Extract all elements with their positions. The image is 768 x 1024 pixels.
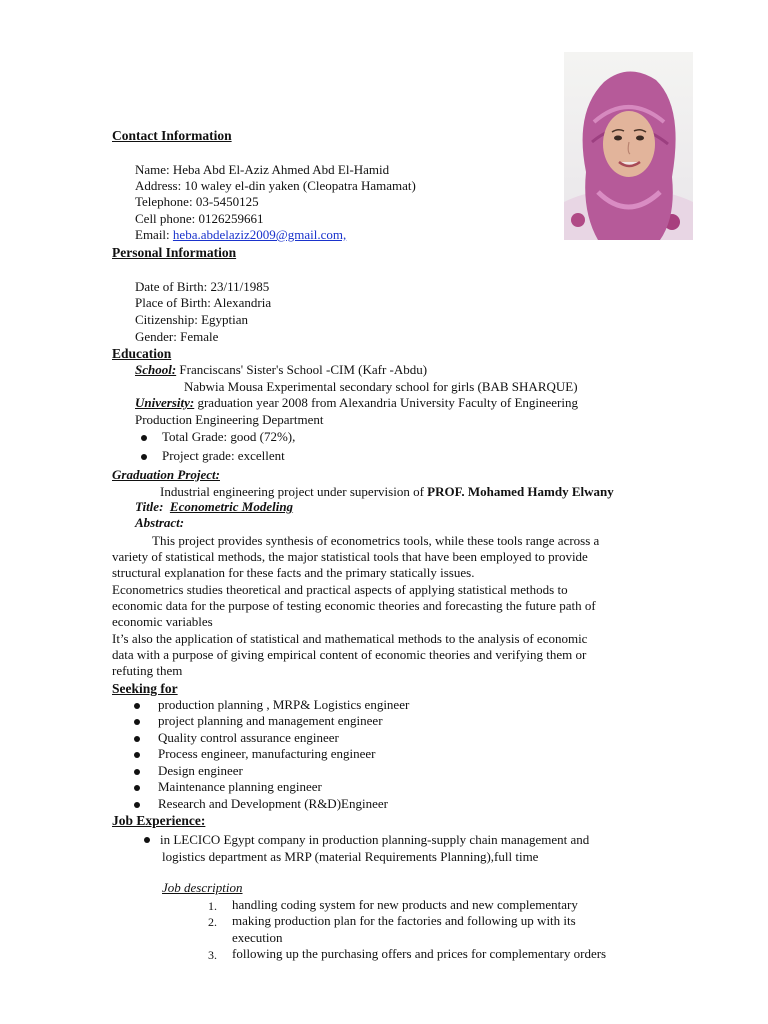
list-number: 2. (208, 915, 217, 929)
abstract-line: It’s also the application of statistical and mathematical methods to the analysis of economic (112, 631, 588, 646)
cell-phone-line: Cell phone: 0126259661 (135, 211, 264, 226)
job-line: logistics department as MRP (material Requirements Planning),full time (162, 849, 539, 864)
experience-heading: Job Experience: (112, 813, 206, 828)
pob-line: Place of Birth: Alexandria (135, 295, 272, 310)
abstract-line: Econometrics studies theoretical and practical aspects of applying statistical methods to (112, 582, 568, 597)
seeking-item: Process engineer, manufacturing engineer (158, 746, 376, 761)
school-line (135, 362, 427, 379)
bullet-icon (134, 802, 140, 808)
abstract-line: This project provides synthesis of econometrics tools, while these tools range across a (152, 533, 600, 548)
personal-heading: Personal Information (112, 245, 237, 260)
seeking-item: Design engineer (158, 763, 243, 778)
contact-heading: Contact Information (112, 128, 232, 143)
job-description-label: Job description (162, 880, 243, 895)
school-1: Franciscans' Sister's School -CIM (Kafr -Abdu) (176, 362, 428, 377)
list-number: 3. (208, 948, 217, 962)
telephone-line: Telephone: 03-5450125 (135, 194, 259, 209)
supervision-text: Industrial engineering project under supervision of (160, 484, 428, 499)
dob-line: Date of Birth: 23/11/1985 (135, 279, 270, 294)
supervisor-name: PROF. Mohamed Hamdy Elwany (427, 484, 614, 499)
abstract-line: data with a purpose of giving empirical content of economic theories and verifying them or (112, 647, 587, 662)
seeking-item: Quality control assurance engineer (158, 730, 339, 745)
address-line: Address: 10 waley el-din yaken (Cleopatra Hamamat) (135, 178, 416, 193)
gender-line: Gender: Female (135, 329, 219, 344)
bullet-icon (141, 435, 147, 441)
seeking-heading: Seeking for (112, 681, 178, 696)
bullet-icon (144, 837, 150, 843)
bullet-icon (134, 752, 140, 758)
education-heading: Education (112, 346, 172, 361)
name-line: Name: Heba Abd El-Aziz Ahmed Abd El-Hamid (135, 162, 390, 177)
job-description-item: execution (232, 930, 283, 945)
bullet-icon (134, 785, 140, 791)
seeking-item: production planning , MRP& Logistics engineer (158, 697, 410, 712)
university-line (135, 395, 578, 412)
abstract-line: economic data for the purpose of testing economic theories and forecasting the future path of (112, 598, 596, 613)
bullet-icon (134, 769, 140, 775)
bullet-icon (134, 703, 140, 709)
graduation-project-heading: Graduation Project: (112, 467, 220, 482)
department-line: Production Engineering Department (135, 412, 324, 427)
job-description-item: handling coding system for new products and new complementary (232, 897, 578, 912)
bullet-icon (141, 454, 147, 460)
abstract-line: refuting them (112, 663, 183, 678)
bullet-icon (134, 719, 140, 725)
bullet-icon (134, 736, 140, 742)
abstract-line: economic variables (112, 614, 213, 629)
grade-item: Total Grade: good (72%), (162, 429, 296, 444)
list-number: 1. (208, 899, 217, 913)
university-text: graduation year 2008 from Alexandria University Faculty of Engineering (194, 395, 578, 410)
email-label: Email: (135, 227, 173, 242)
university-label: University: (135, 395, 195, 410)
citizenship-line: Citizenship: Egyptian (135, 312, 249, 327)
seeking-item: Maintenance planning engineer (158, 779, 322, 794)
abstract-label: Abstract: (135, 515, 185, 530)
seeking-item: Research and Development (R&D)Engineer (158, 796, 388, 811)
abstract-line: variety of statistical methods, the major statistical tools that have been employed to provide (112, 549, 588, 564)
school-2: Nabwia Mousa Experimental secondary school for girls (BAB SHARQUE) (184, 379, 578, 394)
abstract-line: structural explanation for these facts and the primary statically issues. (112, 565, 475, 580)
email-line (135, 227, 346, 244)
job-description-item: following up the purchasing offers and prices for complementary orders (232, 946, 607, 961)
school-label: School: (135, 362, 177, 377)
project-title: Econometric Modeling (169, 499, 294, 514)
title-label: Title: (135, 499, 164, 514)
grade-item: Project grade: excellent (162, 448, 285, 463)
job-line: in LECICO Egypt company in production planning-supply chain management and (160, 832, 590, 847)
profile-photo (564, 52, 693, 240)
email-link[interactable]: heba.abdelaziz2009@gmail.com, (172, 227, 347, 242)
job-description-item: making production plan for the factories and following up with its (232, 913, 576, 928)
seeking-item: project planning and management engineer (158, 713, 383, 728)
project-title-line (135, 499, 293, 516)
